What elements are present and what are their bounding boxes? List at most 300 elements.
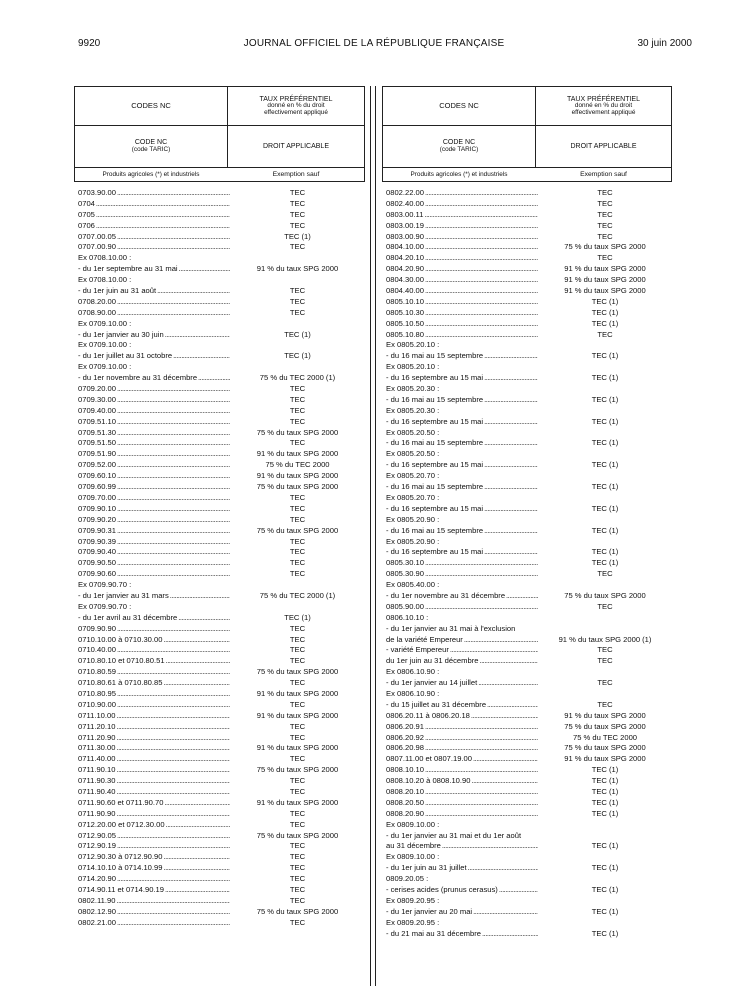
tariff-rate: TEC (1) <box>591 765 619 775</box>
tariff-rate: TEC (1) <box>591 841 619 851</box>
table-row <box>74 460 365 471</box>
table-row <box>382 831 672 842</box>
table-row <box>74 798 365 809</box>
table-row <box>74 471 365 482</box>
tariff-rate: TEC <box>289 405 306 415</box>
tariff-code: - du 21 mai au 31 décembre ..... <box>386 929 538 940</box>
tariff-code: 0808.10.20 à 0808.10.90 ..... <box>386 776 538 787</box>
tariff-code: - du 16 septembre au 15 mai ..... <box>386 373 538 384</box>
tariff-code: 0805.10.30 ..... <box>386 308 538 319</box>
table-row <box>74 743 365 754</box>
table-row <box>382 841 672 852</box>
tariff-code: Ex 0809.10.00 : <box>386 852 440 862</box>
table-row <box>382 242 672 253</box>
tariff-code: 0710.80.10 et 0710.80.51 ..... <box>78 656 230 667</box>
tariff-rate: TEC <box>289 852 306 862</box>
table-row <box>382 787 672 798</box>
table-row <box>74 667 365 678</box>
tariff-code: 0709.51.50 ..... <box>78 438 230 449</box>
tariff-rate: TEC <box>289 558 306 568</box>
tariff-code: 0805.10.50 ..... <box>386 319 538 330</box>
table-row <box>74 874 365 885</box>
tariff-code: 0805.10.80 ..... <box>386 330 538 341</box>
tariff-rate: TEC <box>597 569 613 579</box>
table-row <box>74 754 365 765</box>
table-row <box>74 373 365 384</box>
tariff-rate: 91 % du taux SPG 2000 (1) <box>558 634 652 644</box>
tariff-rate: TEC <box>289 754 306 764</box>
table-row <box>382 820 672 831</box>
table-row <box>74 656 365 667</box>
tariff-rate: 75 % du taux SPG 2000 <box>256 765 339 775</box>
table-row <box>382 645 672 656</box>
tariff-rate: 75 % du taux SPG 2000 <box>256 427 339 437</box>
tariff-code: au 31 décembre ..... <box>386 841 538 852</box>
table-row <box>74 264 365 275</box>
table-row <box>74 417 365 428</box>
table-row <box>382 885 672 896</box>
tariff-code: Ex 0809.10.00 : <box>386 819 440 829</box>
tariff-code: - du 1er janvier au 14 juillet ..... <box>386 678 538 689</box>
tariff-code: 0712.90.05 ..... <box>78 831 230 842</box>
journal-title: JOURNAL OFFICIEL DE LA RÉPUBLIQUE FRANÇAISE <box>243 38 505 49</box>
table-row <box>382 482 672 493</box>
table-row <box>74 852 365 863</box>
tariff-code: 0808.20.50 ..... <box>386 798 538 809</box>
table-row <box>74 406 365 417</box>
tariff-rate: TEC (1) <box>591 307 619 317</box>
tariff-rate: 75 % du taux SPG 2000 <box>564 590 646 600</box>
tariff-rate: TEC <box>289 286 306 296</box>
table-row <box>74 275 365 286</box>
tariff-rate: TEC (1) <box>591 503 619 513</box>
tariff-code: 0709.90.40 ..... <box>78 547 230 558</box>
tariff-rate: TEC <box>289 416 306 426</box>
tariff-code: 0805.90.00 ..... <box>386 602 538 613</box>
tariff-code: - du 1er juin au 31 août ..... <box>78 286 230 297</box>
tariff-code: 0709.30.00 ..... <box>78 395 230 406</box>
tariff-code: 0709.70.00 ..... <box>78 493 230 504</box>
tariff-rate: 91 % du taux SPG 2000 <box>256 743 339 753</box>
left-table <box>74 86 365 986</box>
tariff-code: 0802.22.00 ..... <box>386 188 538 199</box>
tariff-code: - du 16 septembre au 15 mai ..... <box>386 460 538 471</box>
tariff-rate: 91 % du taux SPG 2000 <box>564 275 646 285</box>
tariff-code: - du 16 mai au 15 septembre ..... <box>386 526 538 537</box>
tariff-code: Ex 0805.20.70 : <box>386 471 440 481</box>
table-row <box>74 635 365 646</box>
tariff-code: 0805.10.10 ..... <box>386 297 538 308</box>
tariff-code: 0709.90.31 ..... <box>78 526 230 537</box>
tariff-code: Ex 0805.20.10 : <box>386 362 440 372</box>
tariff-code: 0704 ..... <box>78 199 230 210</box>
tariff-code: Ex 0805.20.50 : <box>386 449 440 459</box>
tariff-code: 0709.40.00 ..... <box>78 406 230 417</box>
table-row <box>74 776 365 787</box>
tariff-code: - du 16 mai au 15 septembre ..... <box>386 482 538 493</box>
tariff-code: Ex 0809.20.95 : <box>386 895 440 905</box>
table-row <box>74 569 365 580</box>
tariff-rate: TEC <box>289 699 306 709</box>
table-row <box>382 406 672 417</box>
table-row <box>74 765 365 776</box>
table-row <box>382 852 672 863</box>
table-row <box>74 428 365 439</box>
table-row <box>74 210 365 221</box>
tariff-rate: TEC (1) <box>591 797 619 807</box>
tariff-rate: TEC <box>289 623 306 633</box>
tariff-code: 0711.10.00 ..... <box>78 711 230 722</box>
tariff-code: 0711.90.10 ..... <box>78 765 230 776</box>
tariff-code: - du 16 septembre au 15 mai ..... <box>386 547 538 558</box>
table-row <box>74 199 365 210</box>
tariff-code: - du 1er novembre au 31 décembre ..... <box>386 591 538 602</box>
table-row <box>382 537 672 548</box>
tariff-code: Ex 0709.10.00 : <box>78 362 132 372</box>
tariff-code: Ex 0805.20.10 : <box>386 340 440 350</box>
tariff-code: - du 1er janvier au 31 mai à l'exclusion <box>386 623 516 633</box>
tariff-code: 0712.20.00 et 0712.30.00 ..... <box>78 820 230 831</box>
table-row <box>382 580 672 591</box>
table-row <box>74 395 365 406</box>
table-row <box>74 297 365 308</box>
tariff-code: Ex 0805.20.30 : <box>386 384 440 394</box>
table-row <box>382 351 672 362</box>
table-row <box>382 547 672 558</box>
tariff-code: 0709.90.39 ..... <box>78 537 230 548</box>
tariff-code: 0803.00.90 ..... <box>386 232 538 243</box>
tariff-rate: TEC <box>289 188 306 197</box>
tariff-rate: TEC <box>289 732 306 742</box>
tariff-rate: 75 % du TEC 2000 <box>265 460 330 470</box>
tariff-rate: 91 % du taux SPG 2000 <box>256 797 339 807</box>
left-rows <box>74 188 365 929</box>
tariff-code: 0712.90.19 ..... <box>78 841 230 852</box>
tariff-code: 0802.21.00 ..... <box>78 918 230 929</box>
tariff-rate: TEC <box>289 514 306 524</box>
tariff-code: - du 16 septembre au 15 mai ..... <box>386 504 538 515</box>
table-row <box>382 417 672 428</box>
table-row <box>382 460 672 471</box>
produits-heading: Produits agricoles (*) et industriels <box>102 170 200 178</box>
tariff-rate: TEC (1) <box>591 416 619 426</box>
tariff-code: 0804.20.10 ..... <box>386 253 538 264</box>
tariff-rate: TEC (1) <box>591 460 619 470</box>
tariff-rate: 75 % du taux SPG 2000 <box>256 906 339 916</box>
tariff-code: - du 1er janvier au 31 mars ..... <box>78 591 230 602</box>
tariff-rate: TEC <box>289 721 306 731</box>
tariff-code: - du 1er juillet au 31 octobre ..... <box>78 351 230 362</box>
tariff-rate: TEC (1) <box>591 318 619 328</box>
tariff-code: 0711.90.40 ..... <box>78 787 230 798</box>
table-row <box>74 308 365 319</box>
tariff-code: 0711.20.10 ..... <box>78 722 230 733</box>
tariff-code: 0711.90.30 ..... <box>78 776 230 787</box>
tariff-code: 0706 ..... <box>78 221 230 232</box>
exemption-heading: Exemption sauf <box>272 171 320 179</box>
table-row <box>74 221 365 232</box>
tariff-rate: TEC <box>289 874 306 884</box>
tariff-rate: 91 % du taux SPG 2000 <box>256 449 339 459</box>
tariff-rate: TEC (1) <box>284 231 311 241</box>
table-row <box>382 863 672 874</box>
tariff-code: Ex 0805.20.50 : <box>386 427 440 437</box>
tariff-code: 0804.40.00 ..... <box>386 286 538 297</box>
tariff-rate: TEC <box>289 547 306 557</box>
tariff-rate: 91 % du taux SPG 2000 <box>564 710 646 720</box>
table-row <box>74 188 365 199</box>
table-header <box>74 86 365 182</box>
tariff-rate: 91 % du taux SPG 2000 <box>564 286 646 296</box>
table-row <box>74 253 365 264</box>
table-row <box>382 428 672 439</box>
tariff-code: 0709.20.00 ..... <box>78 384 230 395</box>
tariff-rate: TEC (1) <box>591 351 619 361</box>
table-row <box>74 645 365 656</box>
tariff-rate: TEC <box>289 645 306 655</box>
tariff-code: 0807.11.00 et 0807.19.00 ..... <box>386 754 538 765</box>
table-row <box>382 918 672 929</box>
right-rows <box>382 188 672 939</box>
tariff-rate: TEC <box>289 384 306 394</box>
table-row <box>382 221 672 232</box>
tariff-code: - du 1er janvier au 20 mai ..... <box>386 907 538 918</box>
tariff-rate: TEC <box>597 188 613 197</box>
tariff-rate: TEC <box>289 307 306 317</box>
tariff-rate: TEC <box>597 231 613 241</box>
tariff-code: 0710.80.59 ..... <box>78 667 230 678</box>
table-row <box>382 471 672 482</box>
tariff-code: Ex 0805.40.00 : <box>386 580 440 590</box>
table-row <box>74 841 365 852</box>
tariff-code: - variété Empereur ..... <box>386 645 538 656</box>
table-row <box>74 700 365 711</box>
tariff-rate: TEC (1) <box>591 482 619 492</box>
tariff-code: 0805.30.90 ..... <box>386 569 538 580</box>
table-row <box>74 286 365 297</box>
tariff-rate: TEC <box>289 394 306 404</box>
tariff-rate: TEC (1) <box>591 808 619 818</box>
table-row <box>382 438 672 449</box>
tariff-rate: TEC (1) <box>591 394 619 404</box>
table-row <box>382 362 672 373</box>
table-row <box>382 504 672 515</box>
tariff-code: Ex 0805.20.30 : <box>386 405 440 415</box>
table-row <box>74 580 365 591</box>
codes-nc-heading: CODES NC <box>131 101 171 111</box>
table-row <box>382 591 672 602</box>
table-row <box>382 515 672 526</box>
tariff-rate: TEC (1) <box>591 296 619 306</box>
table-row <box>382 308 672 319</box>
table-header <box>382 86 672 182</box>
publication-date: 30 juin 2000 <box>637 38 692 49</box>
table-row <box>74 493 365 504</box>
tariff-rate: TEC <box>597 220 613 230</box>
tariff-rate: 75 % du taux SPG 2000 <box>256 525 339 535</box>
table-row <box>382 896 672 907</box>
tariff-code: - du 1er avril au 31 décembre ..... <box>78 613 230 624</box>
table-row <box>382 754 672 765</box>
tariff-rate: TEC <box>289 776 306 786</box>
tariff-rate: TEC (1) <box>284 612 311 622</box>
tariff-rate: TEC (1) <box>591 558 619 568</box>
page-number: 9920 <box>78 38 101 49</box>
code-nc-heading: CODE NC (code TARIC) <box>131 139 171 153</box>
tariff-code: Ex 0806.10.90 : <box>386 688 440 698</box>
tariff-code: 0804.10.00 ..... <box>386 242 538 253</box>
tariff-code: Ex 0806.10.90 : <box>386 667 440 677</box>
table-row <box>74 907 365 918</box>
tariff-rate: TEC <box>597 209 613 219</box>
tariff-code: - du 16 mai au 15 septembre ..... <box>386 351 538 362</box>
table-row <box>382 907 672 918</box>
tariff-rate: TEC (1) <box>284 329 311 339</box>
table-row <box>382 384 672 395</box>
tariff-rate: TEC <box>289 841 306 851</box>
tariff-rate: TEC (1) <box>284 351 311 361</box>
tariff-code: 0709.52.00 ..... <box>78 460 230 471</box>
table-row <box>382 286 672 297</box>
tariff-rate: TEC <box>289 503 306 513</box>
tariff-rate: TEC (1) <box>591 547 619 557</box>
table-row <box>382 210 672 221</box>
tariff-code: 0711.30.00 ..... <box>78 743 230 754</box>
produits-heading: Produits agricoles (*) et industriels <box>410 170 508 178</box>
table-row <box>382 798 672 809</box>
tariff-code: 0708.20.00 ..... <box>78 297 230 308</box>
tariff-rate: 91 % du taux SPG 2000 <box>564 754 646 764</box>
tariff-code: - du 15 juillet au 31 décembre ..... <box>386 700 538 711</box>
table-row <box>382 395 672 406</box>
tariff-code: 0711.40.00 ..... <box>78 754 230 765</box>
tariff-rate: TEC <box>289 678 306 688</box>
table-row <box>382 678 672 689</box>
taux-heading: TAUX PRÉFÉRENTIEL donné en % du droit effectivement appliqué <box>567 95 640 116</box>
tariff-rate: TEC <box>597 253 613 263</box>
table-row <box>74 809 365 820</box>
table-row <box>74 831 365 842</box>
table-row <box>382 188 672 199</box>
table-row <box>74 438 365 449</box>
table-row <box>382 733 672 744</box>
table-row <box>74 547 365 558</box>
table-row <box>382 199 672 210</box>
tariff-code: 0806.10.10 : <box>386 612 429 622</box>
table-row <box>74 602 365 613</box>
right-table <box>382 86 672 986</box>
tariff-rate: TEC <box>289 863 306 873</box>
table-row <box>382 330 672 341</box>
tariff-rate: TEC <box>289 242 306 252</box>
table-row <box>382 373 672 384</box>
tariff-rate: 75 % du taux SPG 2000 <box>564 242 646 252</box>
tariff-rate: TEC (1) <box>591 928 619 938</box>
table-row <box>382 602 672 613</box>
droit-applicable-heading: DROIT APPLICABLE <box>262 142 329 150</box>
table-row <box>74 711 365 722</box>
tariff-code: 0808.20.90 ..... <box>386 809 538 820</box>
tariff-code: Ex 0805.20.90 : <box>386 536 440 546</box>
tariff-rate: 91 % du taux SPG 2000 <box>256 264 339 274</box>
tariff-code: 0712.90.30 à 0712.90.90 ..... <box>78 852 230 863</box>
table-row <box>74 722 365 733</box>
table-row <box>74 340 365 351</box>
tariff-rate: 75 % du taux SPG 2000 <box>256 667 339 677</box>
tariff-rate: TEC <box>289 569 306 579</box>
tariff-rate: TEC <box>289 220 306 230</box>
tariff-rate: TEC (1) <box>591 438 619 448</box>
tariff-code: 0708.90.00 ..... <box>78 308 230 319</box>
tariff-code: 0710.90.00 ..... <box>78 700 230 711</box>
tariff-rate: TEC (1) <box>591 863 619 873</box>
tariff-code: 0709.90.20 ..... <box>78 515 230 526</box>
tariff-code: 0803.00.11 ..... <box>386 210 538 221</box>
table-row <box>74 896 365 907</box>
tariff-rate: 75 % du taux SPG 2000 <box>256 830 339 840</box>
table-row <box>382 689 672 700</box>
table-row <box>382 667 672 678</box>
tariff-code: 0711.90.90 ..... <box>78 809 230 820</box>
tariff-code: 0710.80.95 ..... <box>78 689 230 700</box>
tariff-code: Ex 0809.20.95 : <box>386 917 440 927</box>
tariff-code: - du 1er septembre au 31 mai ..... <box>78 264 230 275</box>
codes-nc-heading: CODES NC <box>439 101 479 111</box>
column-divider <box>375 86 376 986</box>
table-row <box>74 515 365 526</box>
table-row <box>74 918 365 929</box>
table-row <box>74 232 365 243</box>
tariff-code: 0705 ..... <box>78 210 230 221</box>
table-row <box>74 362 365 373</box>
table-row <box>382 711 672 722</box>
tariff-rate: TEC <box>597 198 613 208</box>
tariff-code: Ex 0805.20.90 : <box>386 514 440 524</box>
tariff-code: 0714.90.11 et 0714.90.19 ..... <box>78 885 230 896</box>
tariff-rate: TEC <box>597 645 613 655</box>
tariff-code: 0802.40.00 ..... <box>386 199 538 210</box>
table-row <box>74 558 365 569</box>
tariff-rate: 75 % du taux SPG 2000 <box>564 743 646 753</box>
tariff-code: 0714.10.10 à 0714.10.99 ..... <box>78 863 230 874</box>
table-row <box>382 776 672 787</box>
tariff-code: 0804.20.90 ..... <box>386 264 538 275</box>
tariff-rate: TEC <box>289 885 306 894</box>
tariff-rate: TEC <box>289 656 306 666</box>
tariff-code: - du 1er janvier au 30 juin ..... <box>78 330 230 341</box>
tariff-rate: 91 % du taux SPG 2000 <box>564 264 646 274</box>
tariff-rate: 91 % du taux SPG 2000 <box>256 710 339 720</box>
table-row <box>382 743 672 754</box>
tariff-code: Ex 0708.10.00 : <box>78 253 132 263</box>
tariff-code: 0802.11.90 ..... <box>78 896 230 907</box>
table-row <box>382 809 672 820</box>
tariff-code: Ex 0709.10.00 : <box>78 318 132 328</box>
tariff-rate: TEC (1) <box>591 525 619 535</box>
tariff-rate: TEC <box>597 601 613 611</box>
tariff-rate: 75 % du TEC 2000 (1) <box>259 590 336 600</box>
tariff-rate: TEC <box>289 634 306 644</box>
tariff-code: 0707.00.05 ..... <box>78 232 230 243</box>
table-row <box>74 820 365 831</box>
tariff-code: Ex 0709.90.70 : <box>78 580 132 590</box>
tariff-rate: TEC (1) <box>591 906 619 916</box>
table-row <box>382 319 672 330</box>
tariff-code: 0806.20.11 à 0806.20.18 ..... <box>386 711 538 722</box>
tariff-code: 0709.60.10 ..... <box>78 471 230 482</box>
tariff-rate: TEC <box>289 786 306 796</box>
table-row <box>382 253 672 264</box>
